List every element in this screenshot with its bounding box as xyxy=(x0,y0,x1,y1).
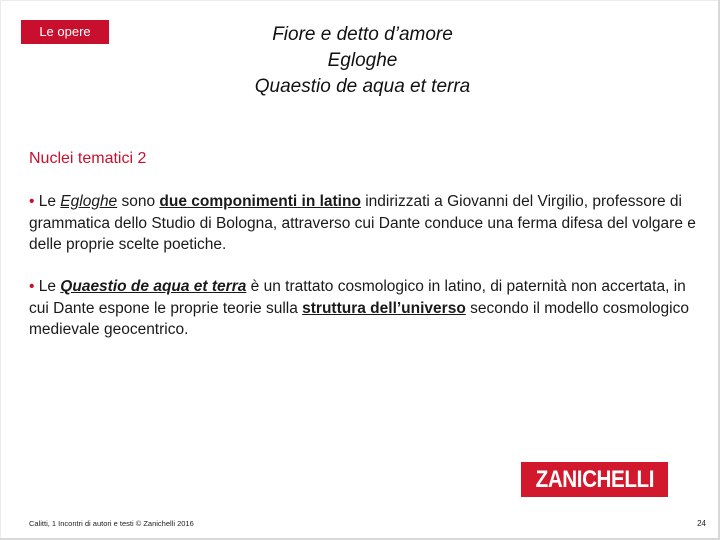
highlight-text: struttura dell’universo xyxy=(302,299,466,317)
para-text: sono xyxy=(117,193,160,210)
zanichelli-logo xyxy=(521,462,668,497)
para-text: indirizzati a Giovanni del Virgilio, professore di grammatica dello Studio di Bologna, attraverso cui Dante conduce una ferma difesa del volgare e delle proprie scelte poetiche. xyxy=(29,193,696,253)
title-line-2: Egloghe xyxy=(327,50,398,71)
logo-text: ZANICHELLI xyxy=(535,465,654,493)
para-text: Le xyxy=(34,193,61,210)
page-number: 24 xyxy=(697,519,706,528)
section-heading: Nuclei tematici 2 xyxy=(29,150,147,167)
title-line-3: Quaestio de aqua et terra xyxy=(254,76,471,97)
para-text: secondo il modello cosmologico medievale geocentrico. xyxy=(29,299,689,338)
highlight-text: due componimenti in latino xyxy=(159,193,361,210)
footer-credit: Calitti, 1 Incontri di autori e testi © Zanichelli 2016 xyxy=(29,519,194,528)
work-title-quaestio: Quaestio de aqua et terra xyxy=(60,278,247,295)
title-line-1: Fiore e detto d’amore xyxy=(272,24,453,45)
para-text: Le xyxy=(34,278,61,295)
section-tag: Le opere xyxy=(21,20,109,44)
paragraph-egloghe xyxy=(29,191,699,256)
para-text: è un trattato cosmologico in latino, di paternità non accertata, in cui Dante espone le proprie teorie sulla xyxy=(29,278,686,317)
paragraph-quaestio xyxy=(29,276,699,341)
work-title-egloghe: Egloghe xyxy=(60,193,118,210)
bullet-icon: • xyxy=(29,193,35,210)
bullet-icon: • xyxy=(29,278,35,295)
slide-title xyxy=(180,22,545,100)
